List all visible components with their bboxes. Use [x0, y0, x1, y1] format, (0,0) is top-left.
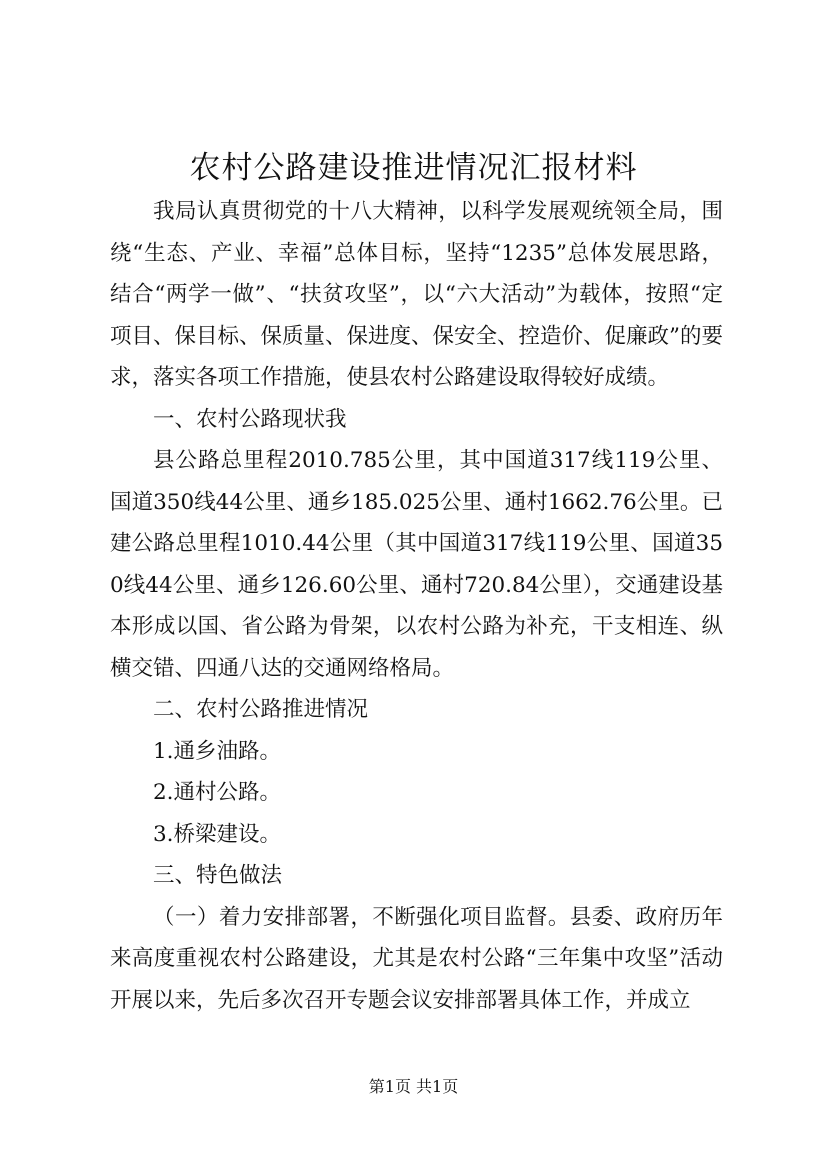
section-heading-2: 二、农村公路推进情况 — [153, 697, 369, 722]
paragraph-practice-1: （一）着力安排部署，不断强化项目监督。县委、政府历年来高度重视农村公路建设，尤其是农村公路“三年集中攻坚”活动开展以来，先后多次召开专题会议安排部署具体工作，并成立 — [110, 904, 723, 1013]
paragraph-road-status: 县公路总里程2010.785公里，其中国道317线119公里、国道350线44公里、通乡185.025公里、通村1662.76公里。已建公路总里程1010.44公里（其中国道317线119公里、国道350线44公里、通乡126.60公里、通村720.84公里），交通建设基本形成以国、省公路为骨架，以农村公路为补充，干支相连、纵横交错、四通八达的交通网络格局。 — [110, 448, 723, 681]
list-item-village-roads: 2.通村公路。 — [153, 780, 282, 805]
page-footer: 第1页 共1页 — [368, 1077, 459, 1096]
section-heading-3: 三、特色做法 — [153, 863, 283, 888]
section-heading-1: 一、农村公路现状我 — [153, 406, 347, 432]
document-body — [110, 191, 723, 1021]
list-item-bridges: 3.桥梁建设。 — [153, 821, 282, 847]
paragraph-intro: 我局认真贯彻党的十八大精神，以科学发展观统领全局，围绕“生态、产业、幸福”总体目标，坚持“1235”总体发展思路，结合“两学一做”、“扶贫攻坚”，以“六大活动”为载体，按照“定项目、保目标、保质量、保进度、保安全、控造价、促廉政”的要求，落实各项工作措施，使县农村公路建设取得较好成绩。 — [110, 199, 723, 390]
list-item-township-roads: 1.通乡油路。 — [153, 738, 282, 764]
document-title: 农村公路建设推进情况汇报材料 — [189, 150, 638, 186]
